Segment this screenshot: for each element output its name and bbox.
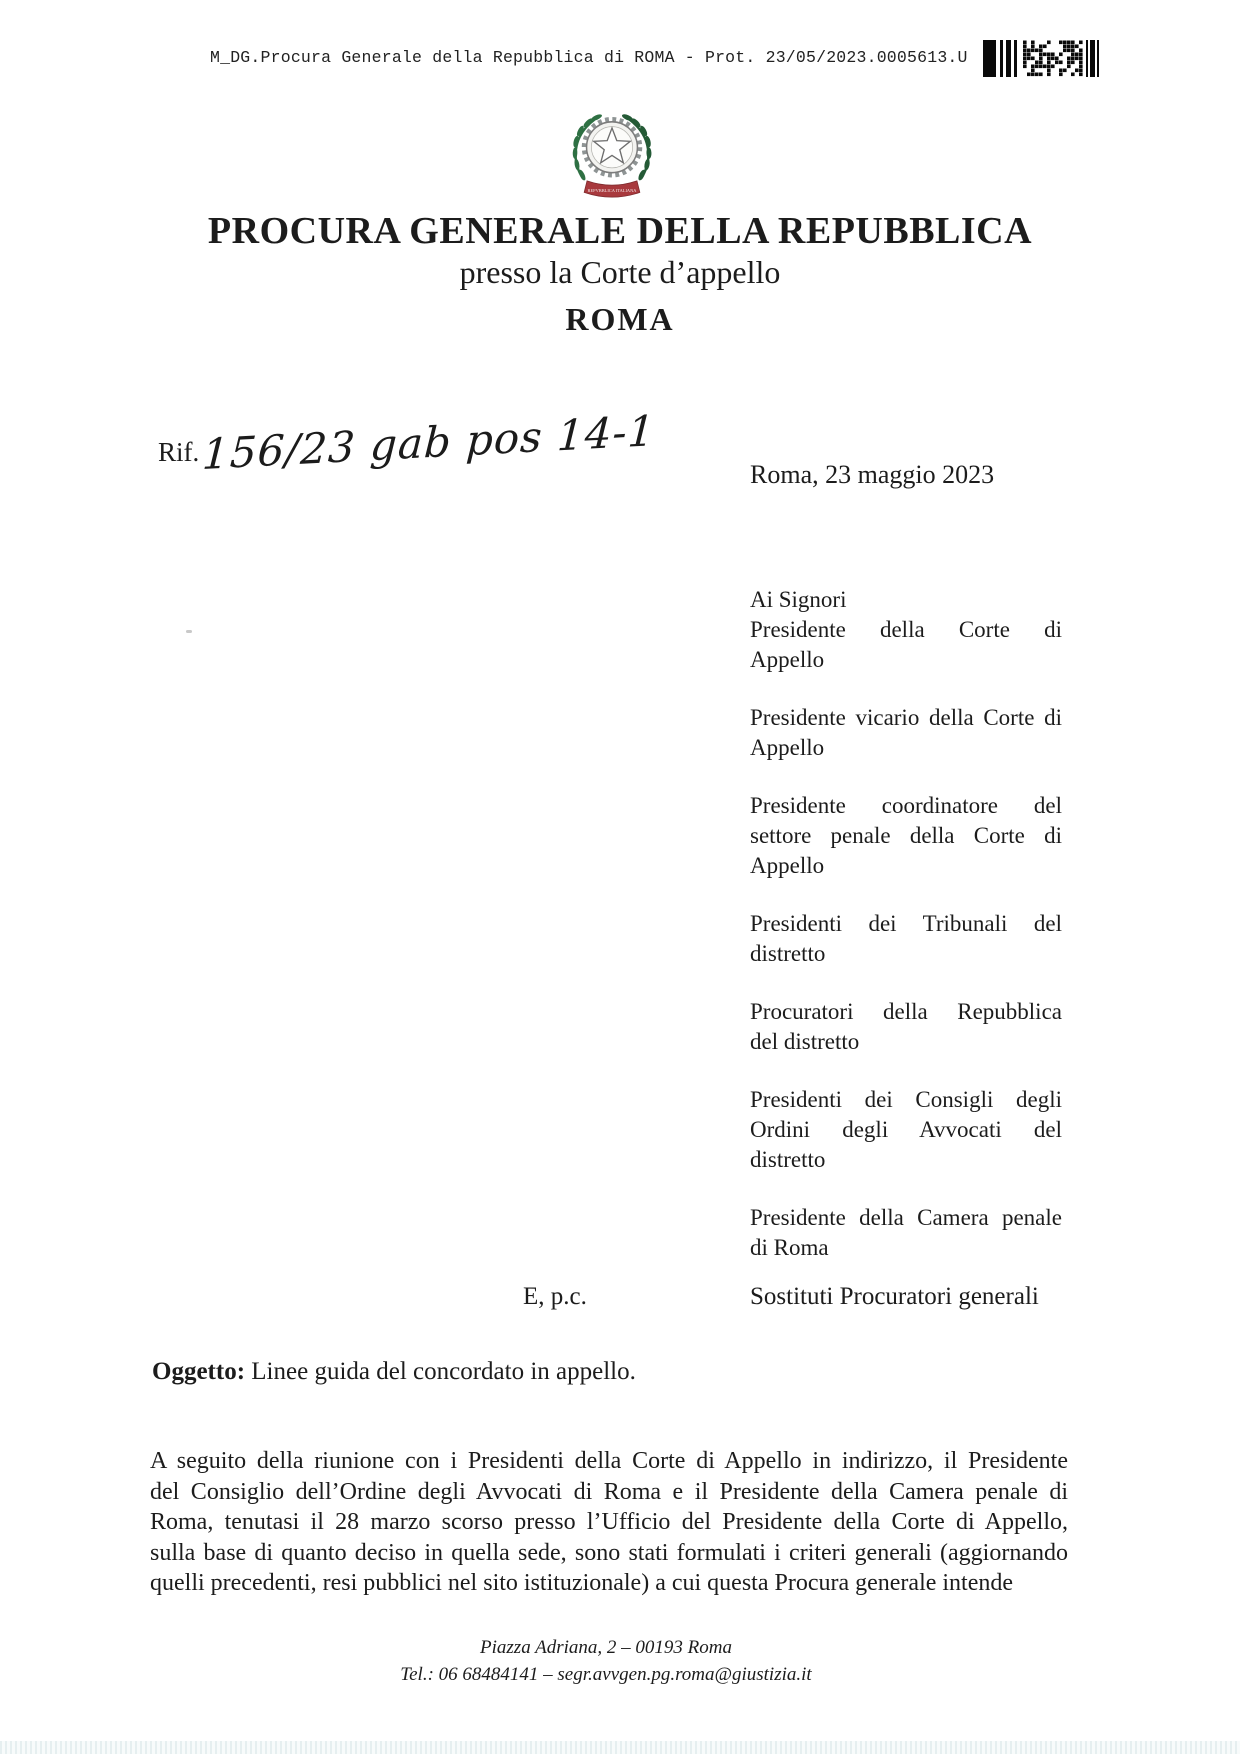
handwritten-reference: 156/23 gab pos 14-1 <box>201 406 657 479</box>
subject-text: Linee guida del concordato in appello. <box>245 1358 636 1385</box>
body-line: Roma, tenutasi il 28 marzo scorso presso l’Ufficio del Presidente della Corte di Appello, <box>150 1509 1068 1535</box>
recipient-line: distretto <box>750 1147 826 1172</box>
recipient-line: del distretto <box>750 1029 860 1054</box>
recipient-line: Presidenti dei Tribunali del <box>750 911 1062 936</box>
recipient-line: Presidente coordinatore del <box>750 793 1062 818</box>
recipient-line: Presidente vicario della Corte di <box>750 705 1062 730</box>
recipient-line: distretto <box>750 941 826 966</box>
recipient-line: Appello <box>750 647 825 672</box>
subject-label: Oggetto: <box>152 1358 246 1385</box>
footer-contact: Tel.: 06 68484141 – segr.avvgen.pg.roma@giustizia.it <box>400 1664 812 1685</box>
recipient-line: settore penale della Corte di <box>750 823 1062 848</box>
cc-label: E, p.c. <box>523 1283 587 1310</box>
body-paragraph <box>150 1446 1068 1599</box>
barcode-icon <box>983 40 1099 77</box>
scan-artifact <box>186 630 192 633</box>
recipient-line: Presidenti dei Consigli degli <box>750 1087 1062 1112</box>
body-line: sulla base di quanto deciso in quella sede, sono stati formulati i criteri generali (aggiornando <box>150 1539 1068 1566</box>
reference-row <box>158 406 657 510</box>
org-subtitle: presso la Corte d’appello <box>459 254 781 290</box>
recipient-line: Ai Signori <box>750 587 847 612</box>
date-line: Roma, 23 maggio 2023 <box>750 460 995 489</box>
recipient-line: Appello <box>750 735 825 760</box>
reference-label: Rif. <box>158 437 200 467</box>
body-line: quelli precedenti, resi pubblici nel sito istituzionale) a cui questa Procura generale intende <box>150 1570 1014 1596</box>
emblem-italy-icon <box>564 100 660 206</box>
recipient-line: Presidente della Camera penale <box>750 1205 1062 1230</box>
subject-line <box>152 1358 636 1386</box>
body-line: del Consiglio dell’Ordine degli Avvocati di Roma e il Presidente della Camera penale di <box>150 1478 1068 1505</box>
protocol-line: M_DG.Procura Generale della Repubblica di ROMA - Prot. 23/05/2023.0005613.U <box>210 48 968 67</box>
recipient-line: Presidente della Corte di <box>750 617 1062 642</box>
cc-recipient: Sostituti Procuratori generali <box>750 1283 1039 1310</box>
recipient-line: di Roma <box>750 1235 829 1260</box>
recipient-line: Procuratori della Repubblica <box>750 999 1062 1024</box>
recipients-list <box>750 585 1062 1263</box>
recipient-line: Ordini degli Avvocati del <box>750 1117 1062 1142</box>
org-name: PROCURA GENERALE DELLA REPUBBLICA <box>207 210 1033 252</box>
recipient-line: Appello <box>750 853 825 878</box>
footer <box>0 1634 1226 1688</box>
org-city: ROMA <box>565 301 675 337</box>
scan-edge-strip <box>0 1741 1240 1754</box>
body-line: A seguito della riunione con i Presidenti della Corte di Appello in indirizzo, il Presidente <box>150 1448 1068 1474</box>
footer-address: Piazza Adriana, 2 – 00193 Roma <box>480 1637 732 1658</box>
emblem-ribbon-text: REPVBBLICA ITALIANA <box>587 187 637 193</box>
